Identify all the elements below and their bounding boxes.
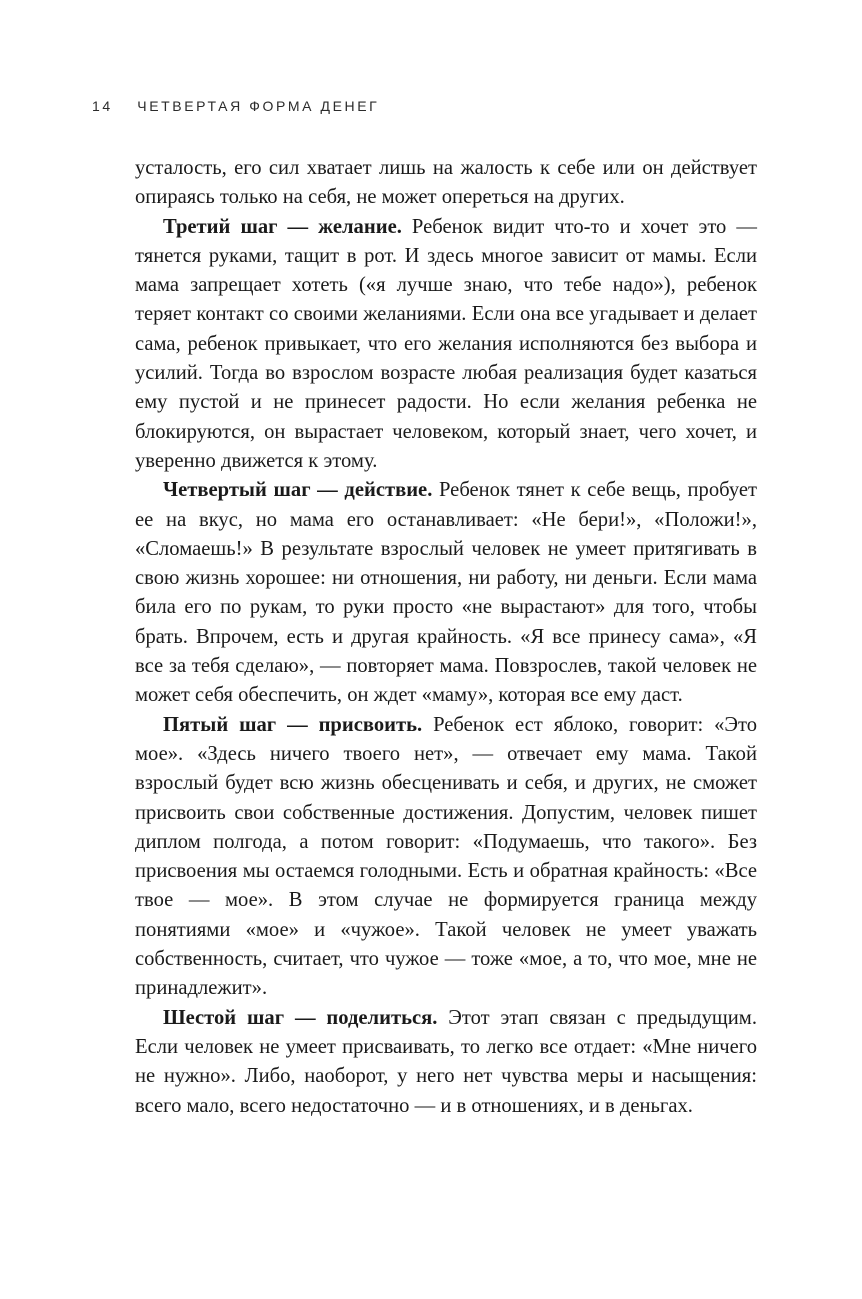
step-heading: Третий шаг — желание. bbox=[163, 215, 402, 238]
paragraph-step-6 bbox=[135, 1004, 757, 1121]
step-heading: Четвертый шаг — действие. bbox=[163, 479, 433, 502]
running-head bbox=[92, 98, 379, 114]
paragraph-text: усталость, его сил хватает лишь на жалость к себе или он действует опираясь только на себя, не может опереться на других. bbox=[135, 157, 757, 209]
step-heading: Пятый шаг — присвоить. bbox=[163, 713, 423, 736]
running-title: ЧЕТВЕРТАЯ ФОРМА ДЕНЕГ bbox=[137, 98, 380, 114]
paragraph-text: Этот этап связан с предыдущим. Если человек не умеет присваивать, то легко все отдает: «Мне ничего не нужно». Либо, наоборот, у него нет чувства меры и насыщения: всего мало, всего недостаточно — и в отношениях, и в деньгах. bbox=[135, 1006, 757, 1117]
paragraph-text: Ребенок ест яблоко, говорит: «Это мое». «Здесь ничего твоего нет», — отвечает ему мама. Такой взрослый будет всю жизнь обесценивать и себя, и других, не сможет присвоить свои собственные достижения. Допустим, человек пишет диплом полгода, а потом говорит: «Подумаешь, что такого». Без присвоения мы остаемся голодными. Есть и обратная крайность: «Все твое — мое». В этом случае не формируется граница между понятиями «мое» и «чужое». Такой человек не умеет уважать собственность, считает, что чужое — тоже «мое, а то, что мое, мне не принадлежит». bbox=[135, 713, 758, 1000]
body-text bbox=[135, 154, 757, 1121]
paragraph-continuation bbox=[135, 154, 757, 213]
paragraph-step-4 bbox=[135, 476, 757, 710]
paragraph-step-3 bbox=[135, 213, 757, 477]
paragraph-text: Ребенок видит что-то и хочет это — тянется руками, тащит в рот. И здесь многое зависит от мамы. Если мама запрещает хотеть («я лучше знаю, что тебе надо»), ребенок теряет контакт со своими желаниями. Если она все угадывает и делает сама, ребенок привыкает, что его желания исполняются без выбора и усилий. Тогда во взрослом возрасте любая реализация будет казаться ему пустой и не принесет радости. Но если желания ребенка не блокируются, он вырастает человеком, который знает, чего хочет, и уверенно движется к этому. bbox=[135, 215, 757, 472]
paragraph-text: Ребенок тянет к себе вещь, пробует ее на вкус, но мама его останавливает: «Не бери!», «Положи!», «Сломаешь!» В результате взрослый человек не умеет притягивать в свою жизнь хорошее: ни отношения, ни работу, ни деньги. Если мама била его по рукам, то руки просто «не вырастают» для того, чтобы брать. Впрочем, есть и другая крайность. «Я все принесу сама», «Я все за тебя сделаю», — повторяет мама. Повзрослев, такой человек не может себя обеспечить, он ждет «маму», которая все ему даст. bbox=[135, 479, 757, 707]
page-number: 14 bbox=[92, 98, 113, 114]
paragraph-step-5 bbox=[135, 711, 757, 1004]
step-heading: Шестой шаг — поделиться. bbox=[163, 1006, 438, 1029]
